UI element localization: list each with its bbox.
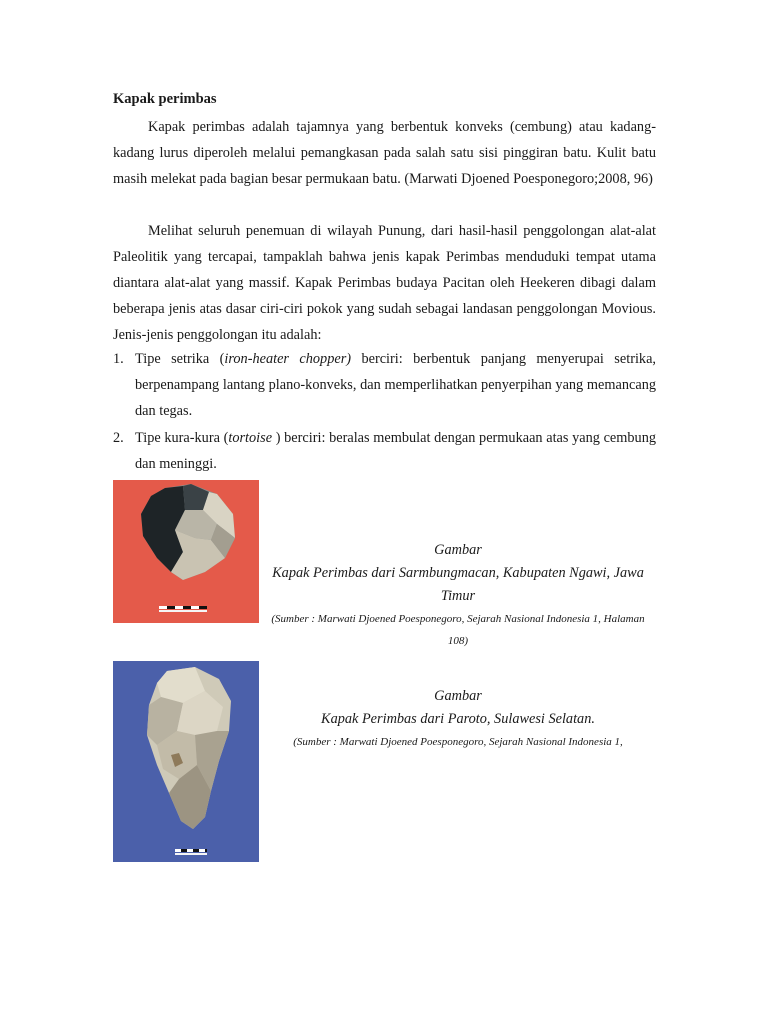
paragraph-2: Melihat seluruh penemuan di wilayah Punung, dari hasil-hasil penggolongan alat-alat Paleolitik yang tercapai, tampaklah bahwa jenis kapak Perimbas menduduki tempat utama diantara alat-alat yang massif. Kapak Perimbas budaya Pacitan oleh Heekeren dibagi dalam beberapa jenis atas dasar ciri-ciri pokok yang sudah sebagai landasan penggolongan Movious. Jenis-jenis penggolongan itu adalah:	[113, 223, 656, 343]
stone-tool-photo-1	[113, 480, 259, 623]
list-number: 1.	[113, 351, 124, 367]
list-text-italic: iron-heater chopper)	[224, 351, 352, 367]
list-item-1	[113, 346, 656, 424]
list-text-italic: tortoise	[228, 430, 273, 446]
figure-label: Gambar	[434, 688, 482, 704]
section-heading: Kapak perimbas	[113, 91, 217, 107]
figure-label: Gambar	[434, 542, 482, 558]
figure-title: Kapak Perimbas dari Sarmbungmacan, Kabupaten Ngawi, Jawa Timur	[272, 565, 644, 604]
figure-1-caption	[262, 539, 654, 652]
list-item-2	[113, 425, 656, 477]
figure-2-caption	[262, 685, 654, 753]
list-text-prefix: Tipe setrika (	[135, 351, 225, 367]
list-text-suffix: berciri: berbentuk panjang menyerupai setrika, berpenampang lantang plano-konveks, dan memperlihatkan penyerpihan yang memancang dan tegas.	[135, 351, 656, 419]
figure-source: (Sumber : Marwati Djoened Poesponegoro, Sejarah Nasional Indonesia 1, Halaman 108)	[271, 613, 645, 647]
stone-tool-photo-2	[113, 661, 259, 862]
list-number: 2.	[113, 430, 124, 446]
figure-source: (Sumber : Marwati Djoened Poesponegoro, Sejarah Nasional Indonesia 1,	[293, 736, 623, 748]
list-text-suffix: ) berciri: beralas membulat dengan permukaan atas yang cembung dan meninggi.	[135, 430, 656, 472]
figure-title: Kapak Perimbas dari Paroto, Sulawesi Selatan.	[321, 711, 595, 727]
list-text-prefix: Tipe kura-kura (	[135, 430, 229, 446]
paragraph-1: Kapak perimbas adalah tajamnya yang berbentuk konveks (cembung) atau kadang-kadang lurus diperoleh melalui pemangkasan pada salah satu sisi pinggiran batu. Kulit batu masih melekat pada bagian besar permukaan batu. (Marwati Djoened Poesponegoro;2008, 96)	[113, 119, 656, 187]
